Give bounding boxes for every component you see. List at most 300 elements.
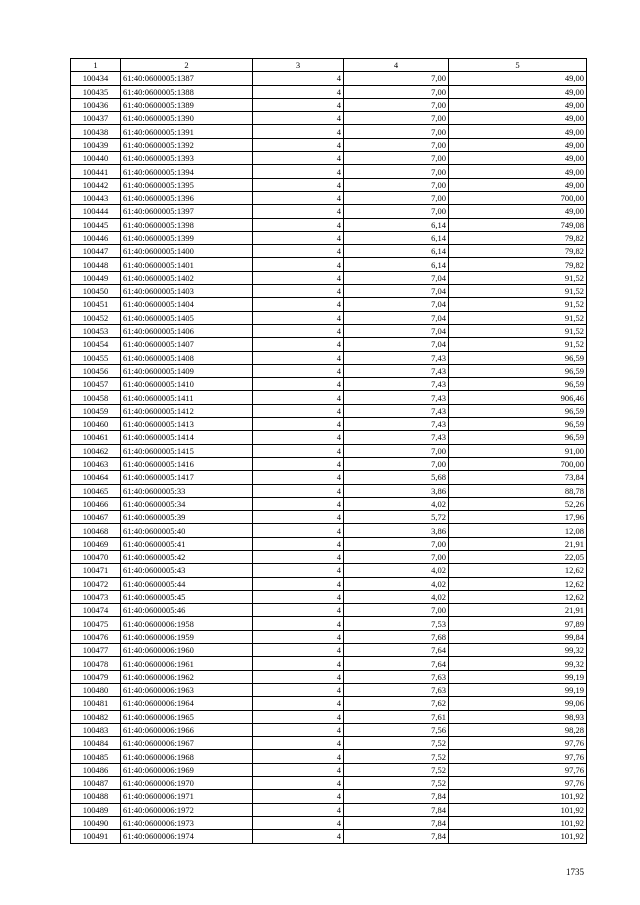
column-3-cell: 4: [253, 763, 344, 776]
column-5-cell: 49,00: [449, 98, 587, 111]
column-3-cell: 4: [253, 72, 344, 85]
column-4-cell: 7,43: [344, 418, 449, 431]
row-id-cell: 100471: [71, 564, 121, 577]
table-row: [71, 72, 587, 85]
column-5-cell: 101,92: [449, 816, 587, 829]
table-row: [71, 378, 587, 391]
column-5-cell: 101,92: [449, 790, 587, 803]
column-3-cell: 4: [253, 378, 344, 391]
column-5-cell: 97,76: [449, 763, 587, 776]
cadastral-number-cell: 61:40:0600006:1971: [121, 790, 253, 803]
cadastral-number-cell: 61:40:0600006:1963: [121, 683, 253, 696]
column-5-cell: 49,00: [449, 152, 587, 165]
column-3-cell: 4: [253, 577, 344, 590]
cadastral-number-cell: 61:40:0600005:46: [121, 604, 253, 617]
column-4-cell: 7,62: [344, 697, 449, 710]
cadastral-number-cell: 61:40:0600006:1959: [121, 630, 253, 643]
column-3-cell: 4: [253, 418, 344, 431]
table-row: [71, 218, 587, 231]
table-row: [71, 816, 587, 829]
table-row: [71, 683, 587, 696]
column-3-cell: 4: [253, 816, 344, 829]
column-5-cell: 700,00: [449, 191, 587, 204]
column-3-cell: 4: [253, 710, 344, 723]
cadastral-number-cell: 61:40:0600005:1416: [121, 457, 253, 470]
table-row: [71, 471, 587, 484]
table-row: [71, 777, 587, 790]
column-3-cell: 4: [253, 830, 344, 843]
column-5-cell: 91,52: [449, 271, 587, 284]
column-4-cell: 7,04: [344, 324, 449, 337]
column-5-cell: 749,08: [449, 218, 587, 231]
table-row: [71, 497, 587, 510]
column-4-cell: 7,00: [344, 85, 449, 98]
column-5-cell: 91,00: [449, 444, 587, 457]
page-number: 1735: [566, 867, 584, 877]
table-row: [71, 750, 587, 763]
table-row: [71, 245, 587, 258]
table-row: [71, 324, 587, 337]
table-row: [71, 644, 587, 657]
column-3-cell: 4: [253, 803, 344, 816]
cadastral-number-cell: 61:40:0600006:1973: [121, 816, 253, 829]
cadastral-number-cell: 61:40:0600005:1392: [121, 138, 253, 151]
column-3-cell: 4: [253, 524, 344, 537]
column-3-cell: 4: [253, 630, 344, 643]
column-4-cell: 7,68: [344, 630, 449, 643]
row-id-cell: 100444: [71, 205, 121, 218]
row-id-cell: 100464: [71, 471, 121, 484]
row-id-cell: 100470: [71, 550, 121, 563]
column-4-cell: 7,00: [344, 72, 449, 85]
table-row: [71, 391, 587, 404]
cadastral-number-cell: 61:40:0600006:1964: [121, 697, 253, 710]
cadastral-number-cell: 61:40:0600005:1387: [121, 72, 253, 85]
column-4-cell: 4,02: [344, 577, 449, 590]
column-5-cell: 98,28: [449, 723, 587, 736]
column-5-cell: 99,32: [449, 657, 587, 670]
cadastral-number-cell: 61:40:0600005:43: [121, 564, 253, 577]
column-4-cell: 7,61: [344, 710, 449, 723]
table-row: [71, 231, 587, 244]
column-5-cell: 12,62: [449, 590, 587, 603]
column-5-cell: 101,92: [449, 830, 587, 843]
row-id-cell: 100476: [71, 630, 121, 643]
row-id-cell: 100434: [71, 72, 121, 85]
column-5-cell: 49,00: [449, 85, 587, 98]
cadastral-number-cell: 61:40:0600005:1415: [121, 444, 253, 457]
row-id-cell: 100469: [71, 537, 121, 550]
column-5-cell: 97,76: [449, 737, 587, 750]
row-id-cell: 100467: [71, 511, 121, 524]
cadastral-number-cell: 61:40:0600005:42: [121, 550, 253, 563]
column-3-cell: 4: [253, 98, 344, 111]
row-id-cell: 100474: [71, 604, 121, 617]
cadastral-number-cell: 61:40:0600005:41: [121, 537, 253, 550]
column-4-cell: 4,02: [344, 564, 449, 577]
column-3-cell: 4: [253, 165, 344, 178]
row-id-cell: 100465: [71, 484, 121, 497]
table-row: [71, 484, 587, 497]
column-4-cell: 7,00: [344, 205, 449, 218]
cadastral-number-cell: 61:40:0600005:1400: [121, 245, 253, 258]
cadastral-number-cell: 61:40:0600005:44: [121, 577, 253, 590]
row-id-cell: 100462: [71, 444, 121, 457]
column-3-cell: 4: [253, 683, 344, 696]
column-4-cell: 7,63: [344, 670, 449, 683]
column-3-cell: 4: [253, 471, 344, 484]
column-5-cell: 79,82: [449, 231, 587, 244]
cadastral-number-cell: 61:40:0600005:1394: [121, 165, 253, 178]
row-id-cell: 100449: [71, 271, 121, 284]
column-5-cell: 97,76: [449, 750, 587, 763]
row-id-cell: 100451: [71, 298, 121, 311]
column-3-cell: 4: [253, 444, 344, 457]
column-4-cell: 6,14: [344, 218, 449, 231]
cadastral-number-cell: 61:40:0600005:34: [121, 497, 253, 510]
table-row: [71, 431, 587, 444]
column-3-cell: 4: [253, 750, 344, 763]
column-4-cell: 7,43: [344, 431, 449, 444]
column-5-cell: 906,46: [449, 391, 587, 404]
table-row: [71, 511, 587, 524]
column-5-cell: 17,96: [449, 511, 587, 524]
table-row: [71, 311, 587, 324]
table-row: [71, 271, 587, 284]
row-id-cell: 100488: [71, 790, 121, 803]
row-id-cell: 100472: [71, 577, 121, 590]
table-row: [71, 364, 587, 377]
cadastral-number-cell: 61:40:0600006:1960: [121, 644, 253, 657]
column-4-cell: 7,04: [344, 311, 449, 324]
row-id-cell: 100439: [71, 138, 121, 151]
row-id-cell: 100441: [71, 165, 121, 178]
row-id-cell: 100477: [71, 644, 121, 657]
cadastral-number-cell: 61:40:0600005:1414: [121, 431, 253, 444]
column-4-cell: 7,04: [344, 271, 449, 284]
row-id-cell: 100486: [71, 763, 121, 776]
column-3-cell: 4: [253, 285, 344, 298]
column-5-cell: 49,00: [449, 165, 587, 178]
column-4-cell: 7,52: [344, 750, 449, 763]
cadastral-number-cell: 61:40:0600005:1395: [121, 178, 253, 191]
column-4-cell: 4,02: [344, 590, 449, 603]
column-4-cell: 7,00: [344, 98, 449, 111]
column-4-cell: 7,00: [344, 125, 449, 138]
column-5-cell: 96,59: [449, 364, 587, 377]
row-id-cell: 100459: [71, 404, 121, 417]
row-id-cell: 100442: [71, 178, 121, 191]
column-3-cell: 4: [253, 657, 344, 670]
column-4-cell: 7,00: [344, 604, 449, 617]
row-id-cell: 100485: [71, 750, 121, 763]
cadastral-number-cell: 61:40:0600005:1407: [121, 338, 253, 351]
cadastral-number-cell: 61:40:0600005:1413: [121, 418, 253, 431]
cadastral-number-cell: 61:40:0600005:1393: [121, 152, 253, 165]
column-4-cell: 7,64: [344, 657, 449, 670]
column-4-cell: 5,68: [344, 471, 449, 484]
column-3-cell: 4: [253, 112, 344, 125]
cadastral-number-cell: 61:40:0600005:1399: [121, 231, 253, 244]
table-body: [71, 72, 587, 843]
row-id-cell: 100435: [71, 85, 121, 98]
row-id-cell: 100466: [71, 497, 121, 510]
row-id-cell: 100487: [71, 777, 121, 790]
column-4-cell: 7,52: [344, 777, 449, 790]
table-row: [71, 285, 587, 298]
column-3-cell: 4: [253, 338, 344, 351]
column-4-cell: 7,00: [344, 112, 449, 125]
table-row: [71, 763, 587, 776]
table-row: [71, 790, 587, 803]
column-4-cell: 7,00: [344, 191, 449, 204]
column-4-cell: 7,52: [344, 737, 449, 750]
row-id-cell: 100453: [71, 324, 121, 337]
column-5-cell: 22,05: [449, 550, 587, 563]
column-3-cell: 4: [253, 391, 344, 404]
column-3-cell: 4: [253, 670, 344, 683]
table-row: [71, 152, 587, 165]
cadastral-number-cell: 61:40:0600006:1958: [121, 617, 253, 630]
column-3-cell: 4: [253, 152, 344, 165]
cadastral-number-cell: 61:40:0600005:1412: [121, 404, 253, 417]
column-3-cell: 4: [253, 351, 344, 364]
column-5-cell: 96,59: [449, 418, 587, 431]
cadastral-number-cell: 61:40:0600005:1390: [121, 112, 253, 125]
row-id-cell: 100438: [71, 125, 121, 138]
column-5-cell: 49,00: [449, 138, 587, 151]
column-4-cell: 7,84: [344, 830, 449, 843]
cadastral-number-cell: 61:40:0600005:1401: [121, 258, 253, 271]
row-id-cell: 100481: [71, 697, 121, 710]
table-row: [71, 298, 587, 311]
column-3-cell: 4: [253, 245, 344, 258]
column-5-cell: 52,26: [449, 497, 587, 510]
column-5-cell: 99,32: [449, 644, 587, 657]
table-row: [71, 351, 587, 364]
table-row: [71, 338, 587, 351]
column-header-1: 1: [71, 59, 121, 72]
table-header: [71, 59, 587, 72]
cadastral-number-cell: 61:40:0600006:1970: [121, 777, 253, 790]
column-3-cell: 4: [253, 697, 344, 710]
column-3-cell: 4: [253, 231, 344, 244]
table-row: [71, 617, 587, 630]
column-5-cell: 21,91: [449, 537, 587, 550]
cadastral-number-cell: 61:40:0600005:1410: [121, 378, 253, 391]
column-3-cell: 4: [253, 271, 344, 284]
row-id-cell: 100457: [71, 378, 121, 391]
column-5-cell: 101,92: [449, 803, 587, 816]
row-id-cell: 100458: [71, 391, 121, 404]
column-3-cell: 4: [253, 324, 344, 337]
column-5-cell: 91,52: [449, 311, 587, 324]
table-row: [71, 697, 587, 710]
table-row: [71, 737, 587, 750]
cadastral-number-cell: 61:40:0600005:1405: [121, 311, 253, 324]
column-3-cell: 4: [253, 138, 344, 151]
column-4-cell: 7,00: [344, 178, 449, 191]
row-id-cell: 100448: [71, 258, 121, 271]
column-3-cell: 4: [253, 484, 344, 497]
cadastral-number-cell: 61:40:0600005:40: [121, 524, 253, 537]
row-id-cell: 100483: [71, 723, 121, 736]
row-id-cell: 100440: [71, 152, 121, 165]
column-header-3: 3: [253, 59, 344, 72]
column-5-cell: 79,82: [449, 258, 587, 271]
column-3-cell: 4: [253, 364, 344, 377]
row-id-cell: 100443: [71, 191, 121, 204]
column-5-cell: 99,19: [449, 683, 587, 696]
row-id-cell: 100478: [71, 657, 121, 670]
column-4-cell: 5,72: [344, 511, 449, 524]
column-3-cell: 4: [253, 737, 344, 750]
table-row: [71, 564, 587, 577]
column-header-2: 2: [121, 59, 253, 72]
column-3-cell: 4: [253, 564, 344, 577]
data-table: [70, 58, 587, 844]
table-row: [71, 630, 587, 643]
column-5-cell: 96,59: [449, 404, 587, 417]
column-4-cell: 3,86: [344, 484, 449, 497]
table-row: [71, 444, 587, 457]
table-row: [71, 710, 587, 723]
column-4-cell: 7,53: [344, 617, 449, 630]
column-3-cell: 4: [253, 511, 344, 524]
row-id-cell: 100463: [71, 457, 121, 470]
cadastral-number-cell: 61:40:0600006:1962: [121, 670, 253, 683]
column-3-cell: 4: [253, 790, 344, 803]
column-4-cell: 7,63: [344, 683, 449, 696]
cadastral-number-cell: 61:40:0600005:1409: [121, 364, 253, 377]
column-4-cell: 7,84: [344, 790, 449, 803]
column-4-cell: 7,43: [344, 378, 449, 391]
column-3-cell: 4: [253, 723, 344, 736]
column-5-cell: 99,84: [449, 630, 587, 643]
row-id-cell: 100479: [71, 670, 121, 683]
column-3-cell: 4: [253, 777, 344, 790]
cadastral-number-cell: 61:40:0600005:33: [121, 484, 253, 497]
row-id-cell: 100436: [71, 98, 121, 111]
table-row: [71, 803, 587, 816]
row-id-cell: 100489: [71, 803, 121, 816]
column-4-cell: 6,14: [344, 231, 449, 244]
row-id-cell: 100446: [71, 231, 121, 244]
column-5-cell: 97,76: [449, 777, 587, 790]
table-row: [71, 98, 587, 111]
column-3-cell: 4: [253, 205, 344, 218]
column-4-cell: 7,84: [344, 816, 449, 829]
column-3-cell: 4: [253, 550, 344, 563]
column-3-cell: 4: [253, 85, 344, 98]
cadastral-number-cell: 61:40:0600005:1389: [121, 98, 253, 111]
cadastral-number-cell: 61:40:0600006:1972: [121, 803, 253, 816]
row-id-cell: 100456: [71, 364, 121, 377]
column-4-cell: 7,00: [344, 138, 449, 151]
column-4-cell: 7,00: [344, 152, 449, 165]
column-5-cell: 91,52: [449, 298, 587, 311]
row-id-cell: 100484: [71, 737, 121, 750]
cadastral-number-cell: 61:40:0600005:1404: [121, 298, 253, 311]
table-row: [71, 258, 587, 271]
column-3-cell: 4: [253, 404, 344, 417]
row-id-cell: 100468: [71, 524, 121, 537]
column-4-cell: 7,43: [344, 364, 449, 377]
table-row: [71, 138, 587, 151]
row-id-cell: 100491: [71, 830, 121, 843]
column-5-cell: 96,59: [449, 351, 587, 364]
cadastral-number-cell: 61:40:0600006:1969: [121, 763, 253, 776]
column-4-cell: 7,84: [344, 803, 449, 816]
row-id-cell: 100454: [71, 338, 121, 351]
column-4-cell: 7,04: [344, 338, 449, 351]
column-5-cell: 49,00: [449, 205, 587, 218]
column-3-cell: 4: [253, 497, 344, 510]
cadastral-number-cell: 61:40:0600005:1403: [121, 285, 253, 298]
column-4-cell: 7,04: [344, 285, 449, 298]
cadastral-number-cell: 61:40:0600006:1967: [121, 737, 253, 750]
cadastral-number-cell: 61:40:0600006:1974: [121, 830, 253, 843]
column-5-cell: 96,59: [449, 431, 587, 444]
column-5-cell: 12,62: [449, 577, 587, 590]
column-3-cell: 4: [253, 178, 344, 191]
cadastral-number-cell: 61:40:0600005:1398: [121, 218, 253, 231]
row-id-cell: 100482: [71, 710, 121, 723]
column-4-cell: 7,43: [344, 351, 449, 364]
column-5-cell: 88,78: [449, 484, 587, 497]
row-id-cell: 100461: [71, 431, 121, 444]
table-row: [71, 112, 587, 125]
column-5-cell: 98,93: [449, 710, 587, 723]
column-3-cell: 4: [253, 191, 344, 204]
table-row: [71, 537, 587, 550]
column-4-cell: 7,43: [344, 391, 449, 404]
column-4-cell: 7,00: [344, 537, 449, 550]
table-row: [71, 85, 587, 98]
column-5-cell: 12,08: [449, 524, 587, 537]
table-row: [71, 550, 587, 563]
table-row: [71, 524, 587, 537]
table-row: [71, 457, 587, 470]
row-id-cell: 100445: [71, 218, 121, 231]
table-row: [71, 418, 587, 431]
column-3-cell: 4: [253, 431, 344, 444]
column-5-cell: 49,00: [449, 112, 587, 125]
column-3-cell: 4: [253, 604, 344, 617]
column-3-cell: 4: [253, 311, 344, 324]
column-5-cell: 73,84: [449, 471, 587, 484]
table-row: [71, 404, 587, 417]
column-4-cell: 7,00: [344, 550, 449, 563]
column-4-cell: 6,14: [344, 245, 449, 258]
table-row: [71, 723, 587, 736]
column-3-cell: 4: [253, 590, 344, 603]
column-5-cell: 700,00: [449, 457, 587, 470]
column-3-cell: 4: [253, 298, 344, 311]
column-3-cell: 4: [253, 218, 344, 231]
column-4-cell: 4,02: [344, 497, 449, 510]
cadastral-number-cell: 61:40:0600005:1406: [121, 324, 253, 337]
column-3-cell: 4: [253, 644, 344, 657]
row-id-cell: 100447: [71, 245, 121, 258]
column-5-cell: 96,59: [449, 378, 587, 391]
table-row: [71, 205, 587, 218]
column-3-cell: 4: [253, 125, 344, 138]
column-5-cell: 49,00: [449, 178, 587, 191]
column-header-5: 5: [449, 59, 587, 72]
row-id-cell: 100437: [71, 112, 121, 125]
column-header-4: 4: [344, 59, 449, 72]
